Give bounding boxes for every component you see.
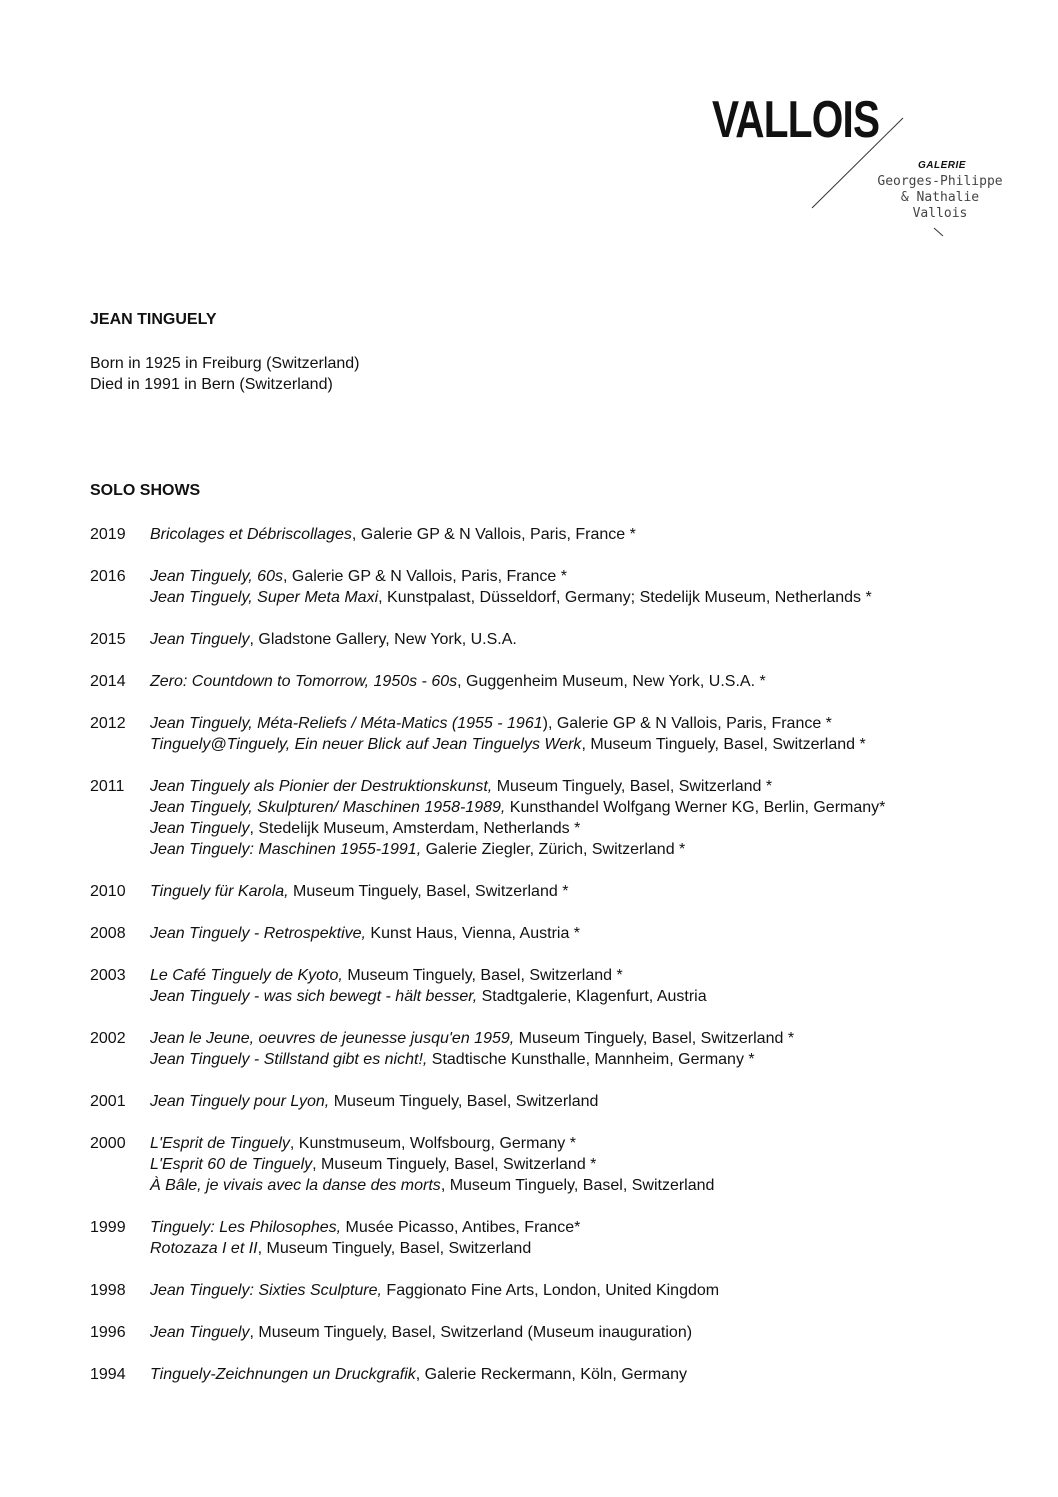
show-entry: [150, 965, 1030, 986]
show-year-group: [90, 629, 1030, 650]
show-entries: [150, 881, 1030, 902]
show-venue: , Gladstone Gallery, New York, U.S.A.: [249, 631, 517, 648]
show-title: Jean Tinguely, Méta-Reliefs / Méta-Matics (1955 - 1961: [150, 715, 543, 732]
show-year-group: [90, 524, 1030, 545]
show-year: 2008: [90, 925, 126, 942]
show-year: 2011: [90, 778, 125, 795]
show-title: Jean Tinguely: Sixties Sculpture,: [150, 1282, 382, 1299]
show-year: 1994: [90, 1366, 126, 1383]
show-year-group: [90, 881, 1030, 902]
show-entry: [150, 1028, 1030, 1049]
show-title: Jean Tinguely pour Lyon,: [150, 1093, 330, 1110]
show-venue: , Stedelijk Museum, Amsterdam, Netherlands *: [249, 820, 581, 837]
show-year: 2010: [90, 883, 126, 900]
artist-bio: [90, 353, 359, 395]
gallery-logo: [700, 80, 1030, 250]
show-venue: , Museum Tinguely, Basel, Switzerland *: [312, 1156, 597, 1173]
show-venue: , Museum Tinguely, Basel, Switzerland: [440, 1177, 715, 1194]
show-venue: Museum Tinguely, Basel, Switzerland *: [342, 967, 623, 984]
show-entries: [150, 1091, 1030, 1112]
show-year: 1996: [90, 1324, 126, 1341]
show-entry: [150, 881, 1030, 902]
show-title: Jean Tinguely - was sich bewegt - hält besser,: [150, 988, 478, 1005]
show-entry: [150, 986, 1030, 1007]
show-entries: [150, 1280, 1030, 1301]
show-year-group: [90, 1133, 1030, 1196]
show-entry: [150, 587, 1030, 608]
show-venue: , Galerie Reckermann, Köln, Germany: [415, 1366, 687, 1383]
show-entry: [150, 839, 1030, 860]
show-title: Jean Tinguely: Maschinen 1955-1991,: [150, 841, 422, 858]
show-entries: [150, 713, 1030, 755]
logo-galerie-label: GALERIE: [918, 160, 966, 171]
show-entry: [150, 1049, 1030, 1070]
show-entry: [150, 713, 1030, 734]
show-venue: Museum Tinguely, Basel, Switzerland *: [492, 778, 773, 795]
show-entries: [150, 923, 1030, 944]
death-info: Died in 1991 in Bern (Switzerland): [90, 376, 333, 393]
show-year: 2003: [90, 967, 126, 984]
show-year-group: [90, 1091, 1030, 1112]
show-title: Jean Tinguely: [150, 820, 250, 837]
solo-shows-list: [90, 524, 1030, 1406]
show-year-group: [90, 1322, 1030, 1343]
show-title: Tinguely-Zeichnungen un Druckgrafik: [150, 1366, 416, 1383]
show-venue: ), Galerie GP & N Vallois, Paris, France *: [542, 715, 832, 732]
show-year-group: [90, 671, 1030, 692]
show-entry: [150, 1133, 1030, 1154]
show-entry: [150, 1238, 1030, 1259]
show-title: Le Café Tinguely de Kyoto,: [150, 967, 343, 984]
show-entries: [150, 965, 1030, 1007]
show-year-group: [90, 965, 1030, 1007]
show-entries: [150, 776, 1030, 860]
show-venue: Stadtgalerie, Klagenfurt, Austria: [477, 988, 707, 1005]
show-year-group: [90, 1364, 1030, 1385]
show-entry: [150, 1217, 1030, 1238]
show-year-group: [90, 566, 1030, 608]
show-venue: , Kunstpalast, Düsseldorf, Germany; Stedelijk Museum, Netherlands *: [378, 589, 872, 606]
show-year-group: [90, 1217, 1030, 1259]
show-title: Jean Tinguely - Retrospektive,: [150, 925, 366, 942]
show-venue: Museum Tinguely, Basel, Switzerland *: [514, 1030, 795, 1047]
show-entries: [150, 1133, 1030, 1196]
show-venue: Galerie Ziegler, Zürich, Switzerland *: [421, 841, 686, 858]
show-year: 2019: [90, 526, 126, 543]
show-year: 2001: [90, 1093, 126, 1110]
show-entry: [150, 1322, 1030, 1343]
logo-name-line: Georges-Philippe: [877, 174, 1003, 189]
show-title: L'Esprit 60 de Tinguely: [150, 1156, 313, 1173]
show-title: Jean Tinguely - Stillstand gibt es nicht!,: [150, 1051, 428, 1068]
show-venue: , Galerie GP & N Vallois, Paris, France *: [282, 568, 567, 585]
section-title-solo-shows: SOLO SHOWS: [90, 482, 201, 499]
show-year: 1999: [90, 1219, 126, 1236]
show-title: Jean Tinguely: [150, 1324, 250, 1341]
show-entries: [150, 1364, 1030, 1385]
show-title: Tinguely@Tinguely, Ein neuer Blick auf Jean Tinguelys Werk: [150, 736, 582, 753]
show-title: Bricolages et Débriscollages: [150, 526, 352, 543]
show-entry: [150, 1175, 1030, 1196]
show-entries: [150, 566, 1030, 608]
show-venue: Museum Tinguely, Basel, Switzerland *: [288, 883, 569, 900]
show-year-group: [90, 1028, 1030, 1070]
show-venue: , Guggenheim Museum, New York, U.S.A. *: [457, 673, 766, 690]
show-title: Tinguely: Les Philosophes,: [150, 1219, 342, 1236]
show-entries: [150, 1217, 1030, 1259]
show-entry: [150, 818, 1030, 839]
show-year: 2014: [90, 673, 126, 690]
show-title: Jean Tinguely, Skulpturen/ Maschinen 1958-1989,: [150, 799, 506, 816]
show-venue: Kunst Haus, Vienna, Austria *: [365, 925, 581, 942]
show-entry: [150, 1154, 1030, 1175]
show-entries: [150, 524, 1030, 545]
show-entries: [150, 1028, 1030, 1070]
logo-name-line: & Nathalie: [900, 190, 980, 205]
show-entries: [150, 1322, 1030, 1343]
show-year: 2002: [90, 1030, 126, 1047]
show-title: Zero: Countdown to Tomorrow, 1950s - 60s: [150, 673, 458, 690]
show-year: 2012: [90, 715, 126, 732]
show-entry: [150, 1364, 1030, 1385]
show-title: Jean Tinguely, Super Meta Maxi: [150, 589, 379, 606]
show-year-group: [90, 1280, 1030, 1301]
logo-name-line: Vallois: [912, 206, 968, 221]
show-title: L'Esprit de Tinguely: [150, 1135, 290, 1152]
show-entry: [150, 797, 1030, 818]
show-venue: , Museum Tinguely, Basel, Switzerland *: [581, 736, 866, 753]
show-venue: , Galerie GP & N Vallois, Paris, France *: [351, 526, 636, 543]
show-entry: [150, 734, 1030, 755]
show-year: 2015: [90, 631, 126, 648]
logo-wordmark: VALLOIS: [712, 91, 880, 149]
show-title: Rotozaza I et II: [150, 1240, 258, 1257]
show-year: 2016: [90, 568, 126, 585]
show-title: Jean le Jeune, oeuvres de jeunesse jusqu'en 1959,: [150, 1030, 515, 1047]
show-entry: [150, 671, 1030, 692]
show-venue: Faggionato Fine Arts, London, United Kingdom: [381, 1282, 720, 1299]
show-title: Tinguely für Karola,: [150, 883, 289, 900]
show-entry: [150, 1280, 1030, 1301]
show-entries: [150, 629, 1030, 650]
show-year: 2000: [90, 1135, 126, 1152]
birth-info: Born in 1925 in Freiburg (Switzerland): [90, 355, 360, 372]
show-title: À Bâle, je vivais avec la danse des morts: [150, 1177, 441, 1194]
show-year-group: [90, 776, 1030, 860]
show-entry: [150, 566, 1030, 587]
show-year-group: [90, 713, 1030, 755]
artist-name: JEAN TINGUELY: [90, 311, 217, 328]
show-entry: [150, 1091, 1030, 1112]
show-title: Jean Tinguely, 60s: [150, 568, 283, 585]
show-entries: [150, 671, 1030, 692]
show-venue: Musée Picasso, Antibes, France*: [341, 1219, 581, 1236]
show-entry: [150, 524, 1030, 545]
show-entry: [150, 923, 1030, 944]
show-year: 1998: [90, 1282, 126, 1299]
show-venue: Stadtische Kunsthalle, Mannheim, Germany *: [427, 1051, 755, 1068]
show-year-group: [90, 923, 1030, 944]
logo-gallery-names: [870, 174, 1010, 222]
show-entry: [150, 629, 1030, 650]
show-venue: Kunsthandel Wolfgang Werner KG, Berlin, Germany*: [505, 799, 886, 816]
show-title: Jean Tinguely als Pionier der Destruktionskunst,: [150, 778, 493, 795]
show-venue: Museum Tinguely, Basel, Switzerland: [329, 1093, 599, 1110]
show-title: Jean Tinguely: [150, 631, 250, 648]
show-venue: , Museum Tinguely, Basel, Switzerland (Museum inauguration): [249, 1324, 693, 1341]
show-venue: , Kunstmuseum, Wolfsbourg, Germany *: [289, 1135, 576, 1152]
show-entry: [150, 776, 1030, 797]
show-venue: , Museum Tinguely, Basel, Switzerland: [257, 1240, 532, 1257]
